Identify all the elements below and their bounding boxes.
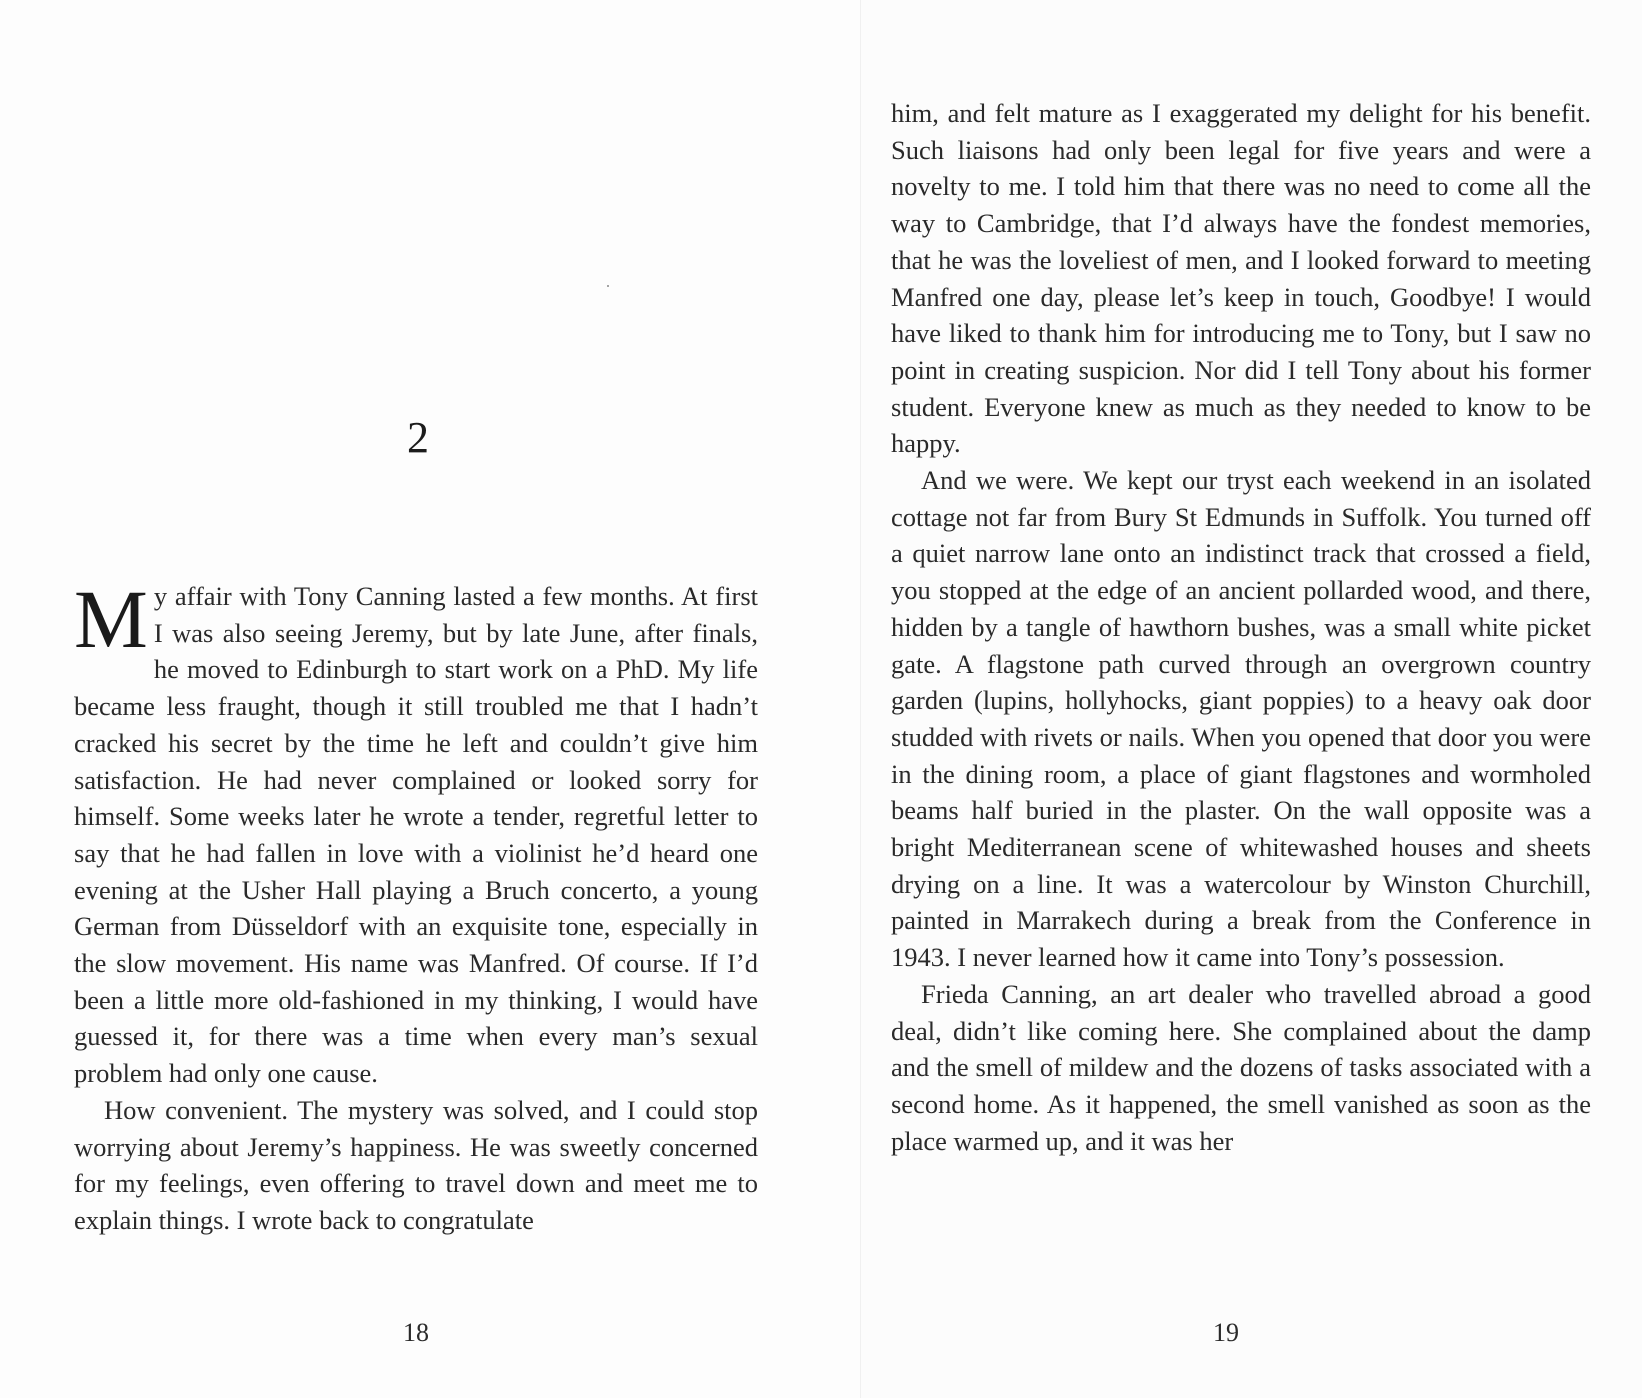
paragraph-text: y affair with Tony Canning lasted a few months. At first I was also seeing Jeremy, but by late June, after finals, he moved to Edinburgh to start work on a PhD. My life became less fraught, though it still troubled me that I hadn’t cracked his secret by the time he left and couldn’t give him satisfaction. He had never complained or looked sorry for himself. Some weeks later he wrote a tender, regretful letter to say that he had fallen in love with a violinist he’d heard one evening at the Usher Hall playing a Bruch concerto, a young German from Düsseldorf with an exquisite tone, especially in the slow movement. His name was Manfred. Of course. If I’d been a little more old-fashioned in my thinking, I would have guessed it, for there was a time when every man’s sexual problem had only one cause. xyxy=(74,581,758,1089)
paragraph: And we were. We kept our tryst each weekend in an isolated cottage not far from Bury St Edmunds in Suffolk. You turned off a quiet narrow lane onto an indistinct track that crossed a field, you stopped at the edge of an ancient pollarded wood, and there, hidden by a tangle of hawthorn bushes, was a small white picket gate. A flagstone path curved through an overgrown country garden (lupins, hollyhocks, giant poppies) to a heavy oak door studded with rivets or nails. When you opened that door you were in the dining room, a place of giant flagstones and wormholed beams half buried in the plaster. On the wall opposite was a bright Mediterranean scene of whitewashed houses and sheets drying on a line. It was a watercolour by Winston Churchill, painted in Marrakech during a break from the Conference in 1943. I never learned how it came into Tony’s possession. xyxy=(891,465,1591,973)
chapter-number: 2 xyxy=(407,413,429,462)
drop-cap: M xyxy=(74,573,148,665)
paragraph: him, and felt mature as I exaggerated my delight for his benefit. Such liaisons had only been legal for five years and were a novelty to me. I told him that there was no need to come all the way to Cambridge, that I’d always have the fondest memories, that he was the loveliest of men, and I looked forward to meeting Manfred one day, please let’s keep in touch, Goodbye! I would have liked to thank him for introducing me to Tony, but I saw no point in creating suspicion. Nor did I tell Tony about his former student. Everyone knew as much as they needed to know to be happy. xyxy=(891,98,1591,459)
paragraph xyxy=(74,573,758,1092)
paragraph: Frieda Canning, an art dealer who travelled abroad a good deal, didn’t like coming here. She complained about the damp and the smell of mildew and the dozens of tasks associated with a second home. As it happened, the smell vanished as soon as the place warmed up, and it was her xyxy=(891,978,1591,1156)
paragraph: How convenient. The mystery was solved, and I could stop worrying about Jeremy’s happiness. He was sweetly concerned for my feelings, even offering to travel down and meet me to explain things. I wrote back to congratulate xyxy=(74,1094,758,1235)
right-page-text xyxy=(891,95,1591,1159)
right-page xyxy=(860,0,1642,1398)
left-page-text xyxy=(74,573,758,1239)
page-number: 18 xyxy=(403,1318,429,1347)
page-number: 19 xyxy=(1213,1318,1239,1347)
paper-speck xyxy=(607,285,609,287)
